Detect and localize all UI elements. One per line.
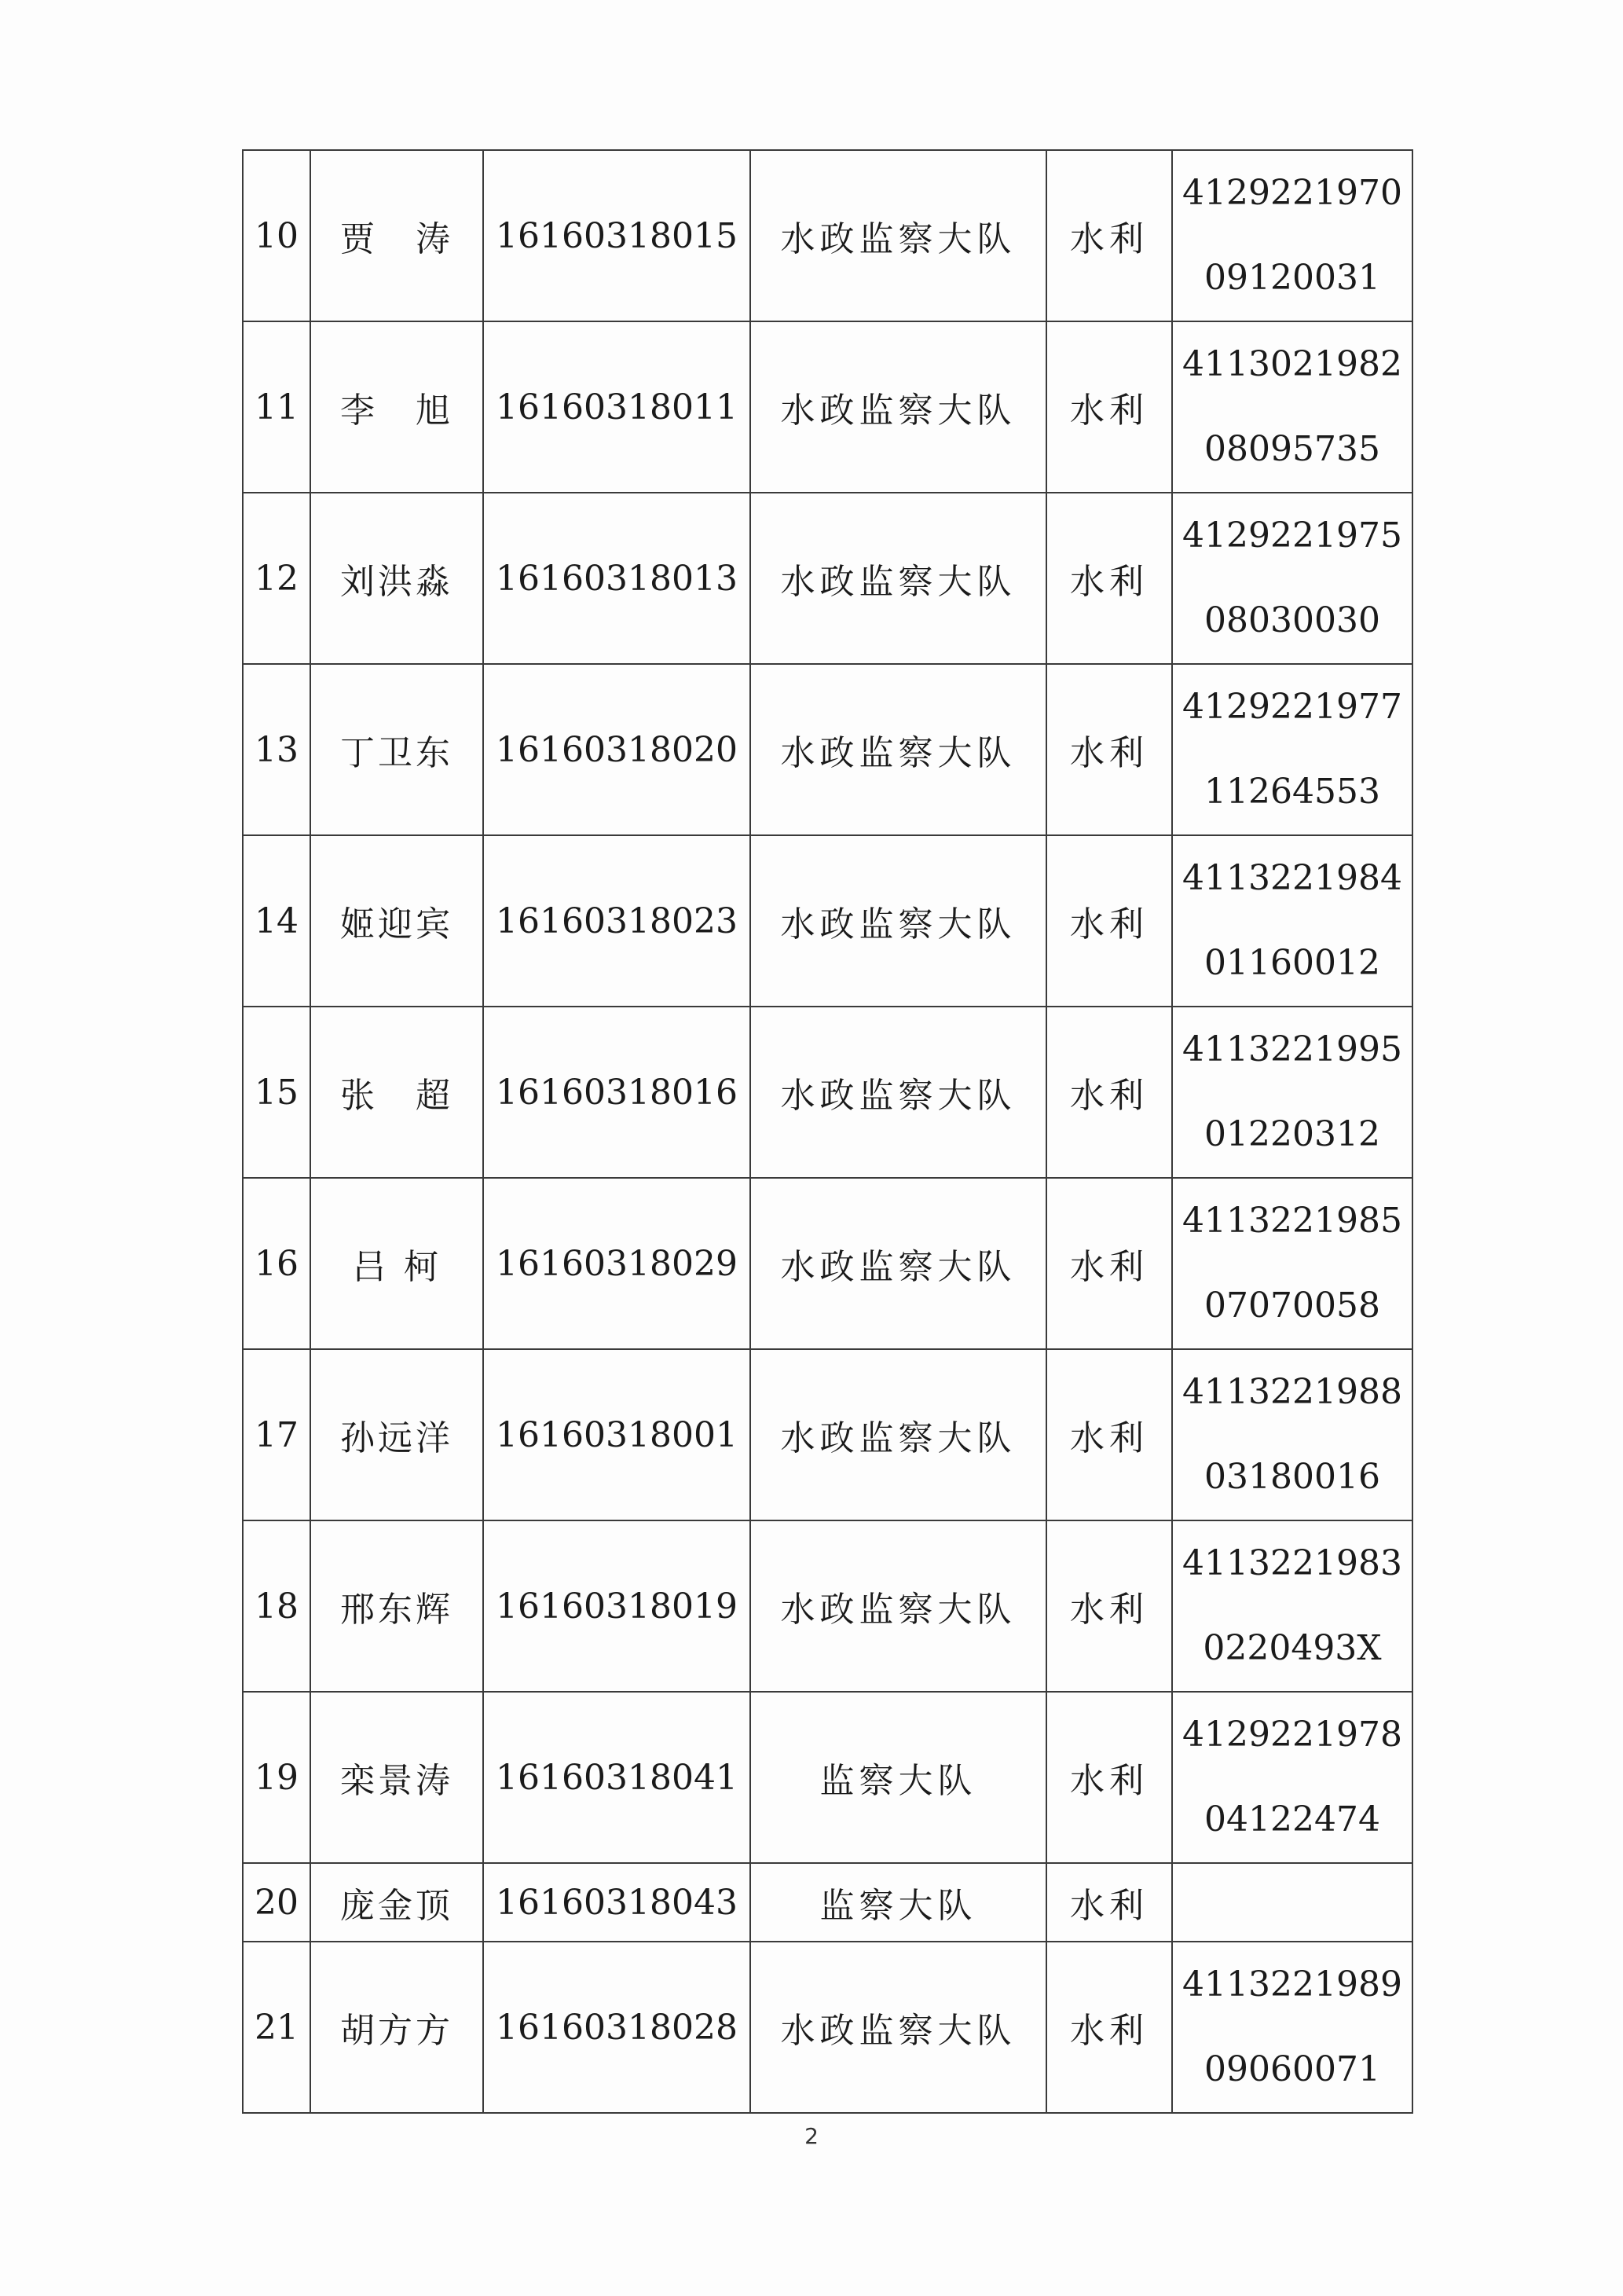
id-number [1172,1349,1412,1520]
row-number: 18 [243,1520,310,1692]
person-name: 栾景涛 [310,1692,483,1863]
unit-name: 水政监察大队 [750,1007,1046,1178]
field-name: 水利 [1046,1942,1172,2113]
certificate-number: 16160318028 [483,1942,750,2113]
id-number [1172,1007,1412,1178]
id-number [1172,664,1412,835]
id-number-line1: 4113221984 [1182,858,1402,898]
id-number [1172,1692,1412,1863]
table-row [243,664,1412,835]
row-number: 16 [243,1178,310,1349]
certificate-number: 16160318015 [483,150,750,321]
field-name: 水利 [1046,1178,1172,1349]
row-number: 14 [243,835,310,1007]
id-number [1172,321,1412,493]
unit-name: 水政监察大队 [750,1349,1046,1520]
id-number-line1: 4129221977 [1182,687,1402,727]
id-number-line1: 4113221983 [1182,1543,1402,1583]
field-name: 水利 [1046,1007,1172,1178]
table-row [243,150,1412,321]
person-name: 庞金顶 [310,1863,483,1942]
id-number-line1: 4113221985 [1182,1201,1402,1241]
id-number [1172,1178,1412,1349]
person-name: 吕 柯 [310,1178,483,1349]
row-number: 19 [243,1692,310,1863]
row-number: 10 [243,150,310,321]
unit-name: 水政监察大队 [750,1178,1046,1349]
id-number-line1: 4129221970 [1182,173,1402,213]
field-name: 水利 [1046,1692,1172,1863]
unit-name: 水政监察大队 [750,321,1046,493]
person-name: 张 超 [310,1007,483,1178]
id-number-line2: 09120031 [1204,258,1380,298]
id-number-line2: 0220493X [1203,1628,1382,1668]
field-name: 水利 [1046,835,1172,1007]
person-name: 胡方方 [310,1942,483,2113]
certificate-number: 16160318001 [483,1349,750,1520]
id-number-line2: 11264553 [1204,772,1380,812]
table-row [243,835,1412,1007]
unit-name: 水政监察大队 [750,493,1046,664]
id-number-line1: 4113221988 [1182,1372,1402,1412]
table-row [243,1349,1412,1520]
id-number-line2: 09060071 [1204,2049,1380,2089]
id-number-line2: 01220312 [1204,1114,1380,1154]
unit-name: 水政监察大队 [750,1520,1046,1692]
id-number [1172,1942,1412,2113]
id-number-line1: 4129221978 [1182,1715,1402,1755]
field-name: 水利 [1046,493,1172,664]
field-name: 水利 [1046,150,1172,321]
id-number [1172,150,1412,321]
field-name: 水利 [1046,1520,1172,1692]
row-number: 17 [243,1349,310,1520]
id-number-line2: 03180016 [1204,1457,1380,1497]
unit-name: 监察大队 [750,1692,1046,1863]
id-number-line2: 08095735 [1204,429,1380,469]
certificate-number: 16160318029 [483,1178,750,1349]
certificate-number: 16160318023 [483,835,750,1007]
row-number: 20 [243,1863,310,1942]
row-number: 11 [243,321,310,493]
id-number-line1: 4113221995 [1182,1029,1402,1069]
table-row [243,1942,1412,2113]
id-number-line2: 07070058 [1204,1286,1380,1326]
row-number: 15 [243,1007,310,1178]
certificate-number: 16160318020 [483,664,750,835]
person-name: 姬迎宾 [310,835,483,1007]
id-number [1172,1520,1412,1692]
id-number-line1: 4113021982 [1182,344,1402,384]
certificate-number: 16160318016 [483,1007,750,1178]
personnel-table [242,149,1413,2114]
table-row [243,1520,1412,1692]
id-number-line1: 4129221975 [1182,515,1402,556]
certificate-number: 16160318043 [483,1863,750,1942]
row-number: 21 [243,1942,310,2113]
unit-name: 水政监察大队 [750,664,1046,835]
table-row [243,1692,1412,1863]
id-number-line2: 08030030 [1204,600,1380,640]
person-name: 李 旭 [310,321,483,493]
certificate-number: 16160318013 [483,493,750,664]
id-number-line1: 4113221989 [1182,1964,1402,2004]
id-number [1172,493,1412,664]
certificate-number: 16160318011 [483,321,750,493]
id-number [1172,835,1412,1007]
row-number: 12 [243,493,310,664]
row-number: 13 [243,664,310,835]
table-row [243,1007,1412,1178]
page-number: 2 [804,2123,819,2149]
field-name: 水利 [1046,1349,1172,1520]
person-name: 贾 涛 [310,150,483,321]
id-number-line2: 04122474 [1204,1799,1380,1839]
person-name: 孙远洋 [310,1349,483,1520]
id-number [1172,1863,1412,1942]
field-name: 水利 [1046,321,1172,493]
field-name: 水利 [1046,1863,1172,1942]
unit-name: 监察大队 [750,1863,1046,1942]
table-row [243,321,1412,493]
table-row [243,493,1412,664]
person-name: 丁卫东 [310,664,483,835]
id-number-line2: 01160012 [1204,943,1380,983]
unit-name: 水政监察大队 [750,1942,1046,2113]
person-name: 刘洪淼 [310,493,483,664]
field-name: 水利 [1046,664,1172,835]
person-name: 邢东辉 [310,1520,483,1692]
certificate-number: 16160318041 [483,1692,750,1863]
table-row [243,1863,1412,1942]
certificate-number: 16160318019 [483,1520,750,1692]
table-row [243,1178,1412,1349]
unit-name: 水政监察大队 [750,150,1046,321]
unit-name: 水政监察大队 [750,835,1046,1007]
